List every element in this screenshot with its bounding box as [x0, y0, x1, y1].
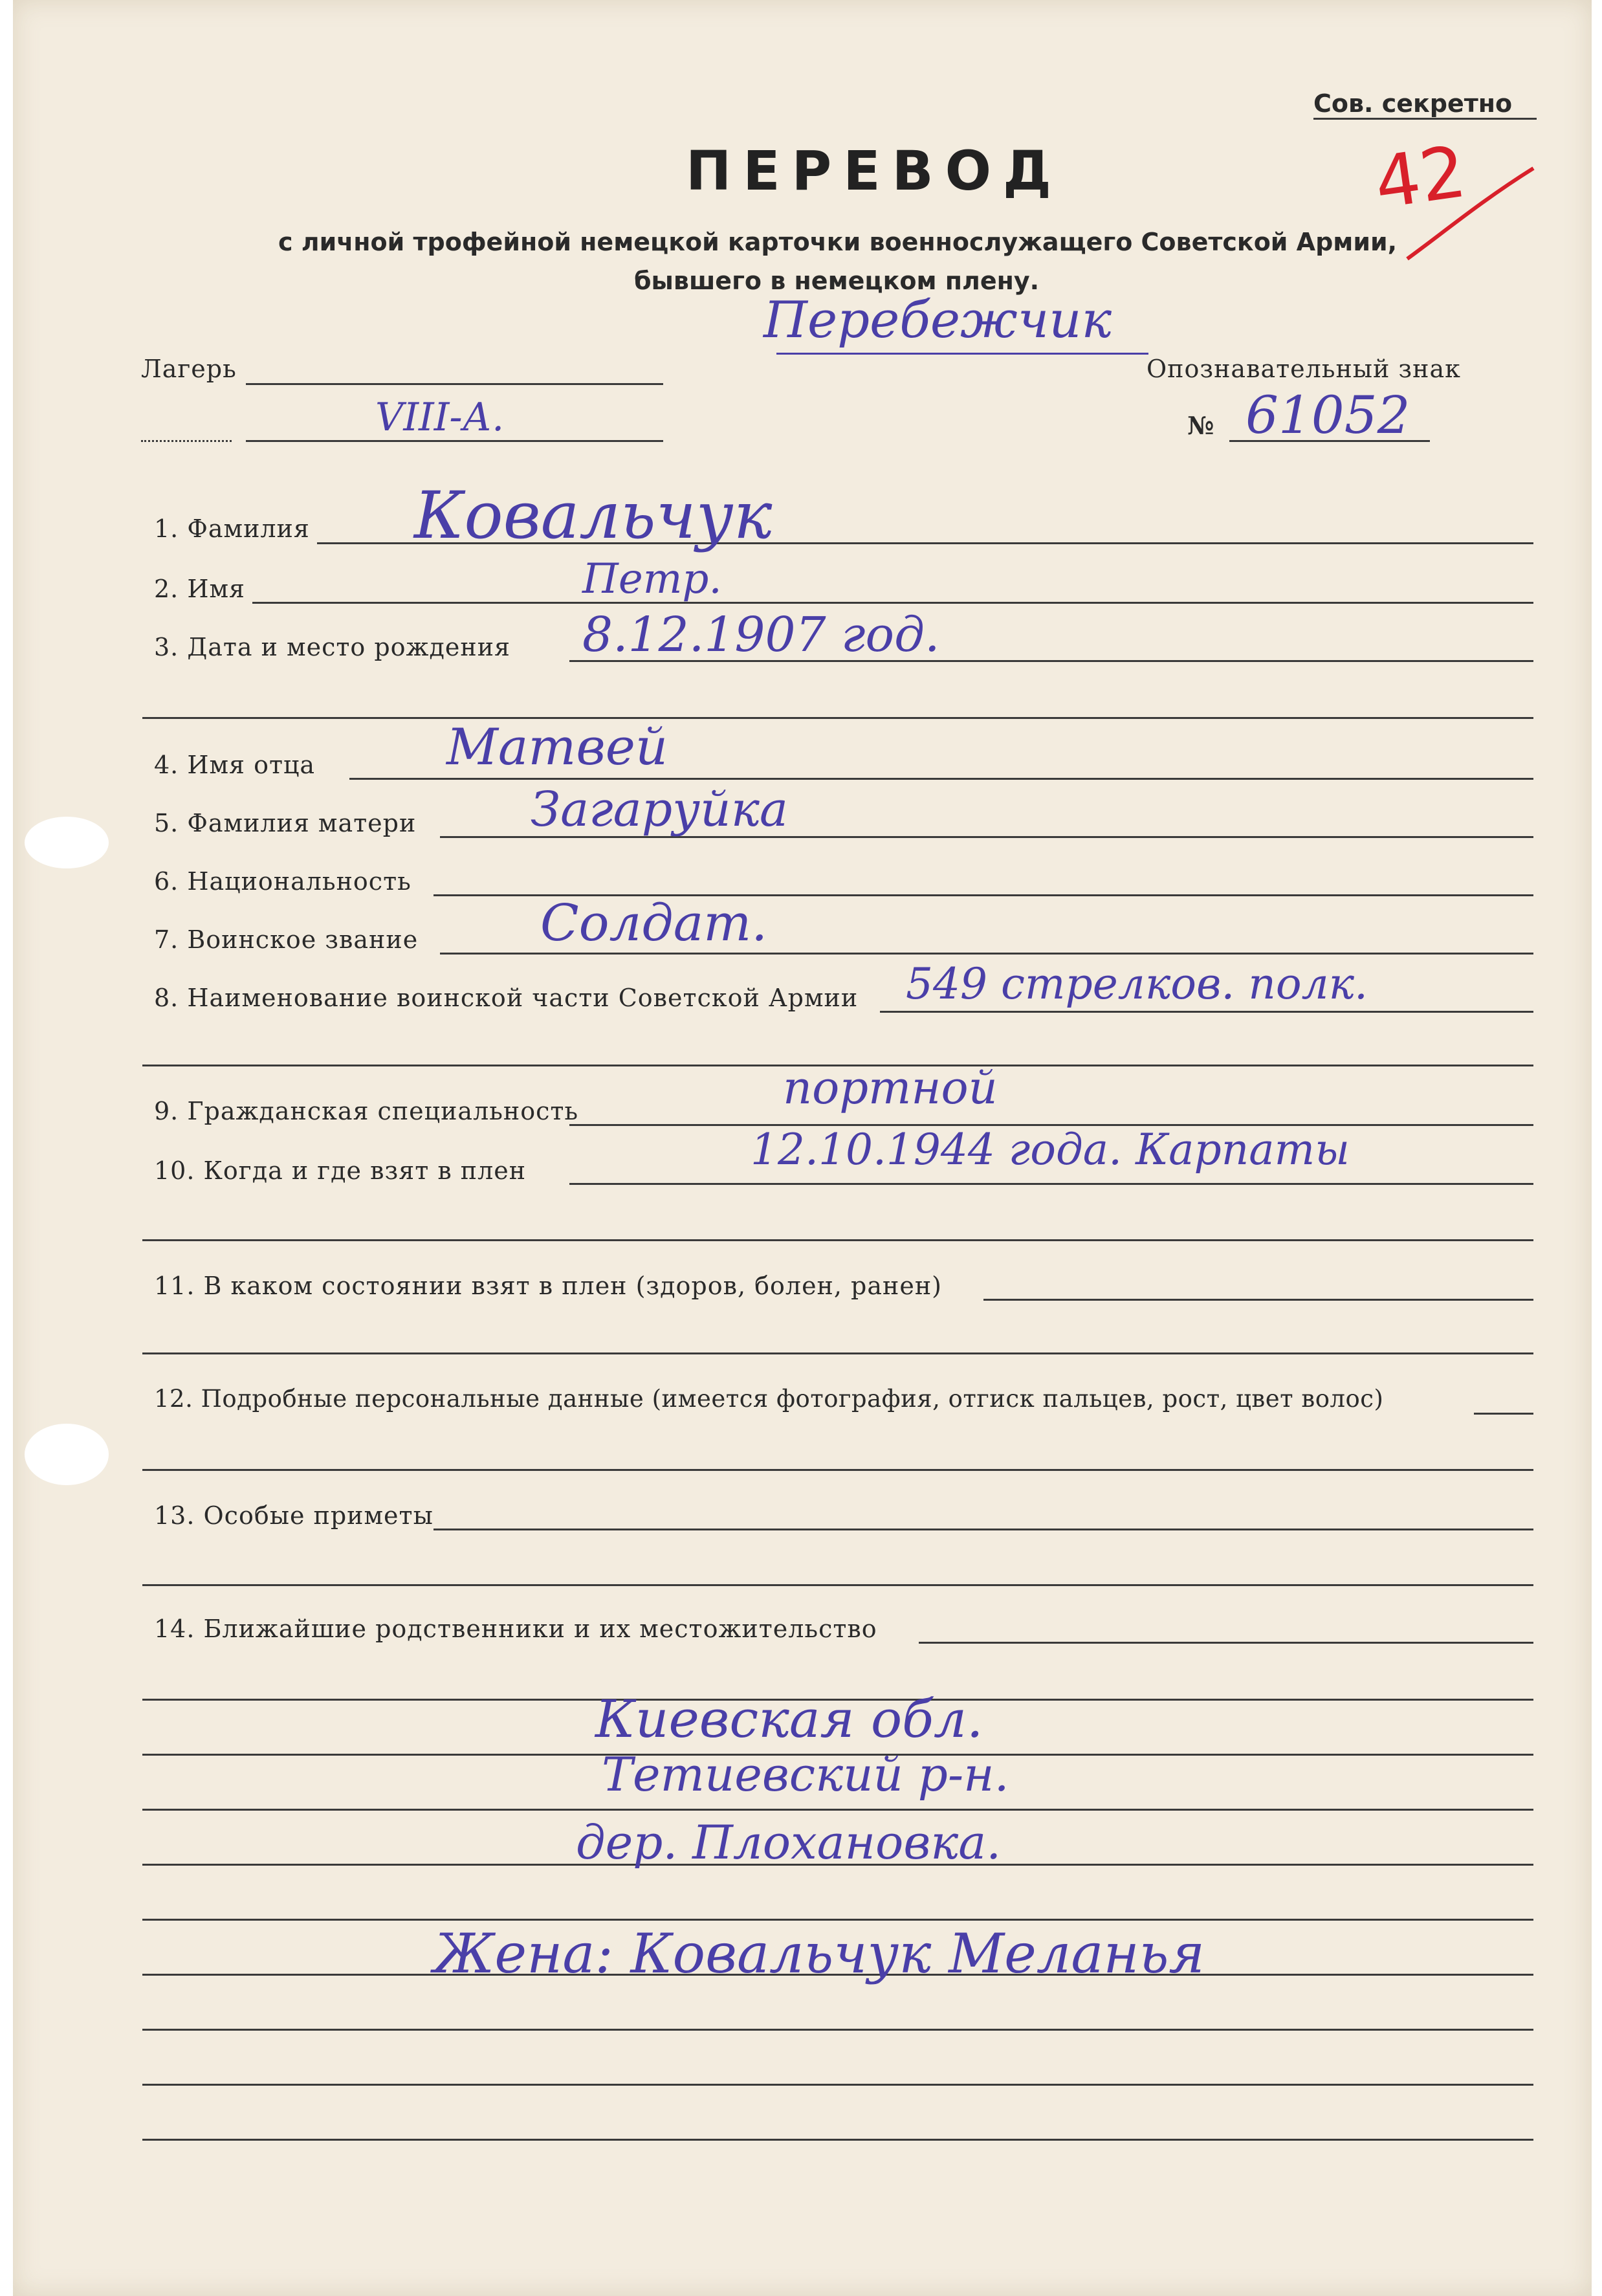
id-number-prefix: №: [1187, 411, 1215, 440]
field-rank-line: [440, 953, 1533, 955]
field-father-label: 4. Имя отца: [154, 751, 316, 779]
classification-underline: [1313, 118, 1537, 120]
red-pencil-stroke: [1404, 162, 1540, 265]
field-personal-data-line: [1474, 1413, 1533, 1415]
relatives-line-7: [142, 2029, 1533, 2031]
field-features-label: 13. Особые приметы: [154, 1501, 433, 1530]
field-captured-value: 12.10.1944 года. Карпаты: [751, 1125, 1350, 1175]
field-surname-value: Ковальчук: [414, 478, 773, 553]
field-unit-value: 549 стрелков. полк.: [906, 959, 1368, 1009]
field-condition-label: 11. В каком состоянии взят в плен (здоров, болен, ранен): [154, 1272, 942, 1300]
field-condition-line: [983, 1299, 1533, 1301]
field-father-line: [349, 778, 1533, 780]
id-tag-label: Опознавательный знак: [1147, 355, 1461, 383]
relatives-line-3: [142, 1809, 1533, 1811]
classification-stamp: Сов. секретно: [1313, 89, 1513, 118]
relatives-village: дер. Плохановка.: [576, 1815, 1002, 1870]
relatives-line-9: [142, 2139, 1533, 2141]
field-mother-value: Загаруйка: [531, 782, 789, 837]
field-birth-value: 8.12.1907 год.: [582, 607, 940, 663]
field-features-line-2: [142, 1584, 1533, 1586]
field-relatives-line: [919, 1642, 1533, 1644]
status-handwritten: Перебежчик: [763, 291, 1112, 349]
id-number-value: 61052: [1245, 385, 1410, 445]
field-birth-line-2: [142, 717, 1533, 719]
relatives-district: Тетиевский р-н.: [602, 1747, 1009, 1802]
subtitle-line-1: с личной трофейной немецкой карточки военнослужащего Советской Армии,: [278, 228, 1398, 256]
field-name-label: 2. Имя: [154, 575, 246, 603]
status-underline: [776, 353, 1148, 355]
field-father-value: Матвей: [446, 718, 668, 777]
relatives-line-8: [142, 2084, 1533, 2086]
field-rank-label: 7. Воинское звание: [154, 925, 419, 954]
field-personal-data-line-2: [142, 1469, 1533, 1471]
field-condition-line-2: [142, 1352, 1533, 1354]
field-rank-value: Солдат.: [540, 894, 767, 953]
field-captured-line-2: [142, 1239, 1533, 1241]
field-profession-label: 9. Гражданская специальность: [154, 1097, 579, 1125]
field-relatives-label: 14. Ближайшие родственники и их местожительство: [154, 1615, 877, 1643]
field-profession-value: портной: [783, 1061, 998, 1114]
camp-label: Лагерь: [141, 355, 237, 383]
relatives-line-5: [142, 1919, 1533, 1921]
camp-value: VIII-А.: [375, 395, 505, 440]
field-mother-label: 5. Фамилия матери: [154, 809, 417, 837]
page-number: 42: [1369, 129, 1471, 225]
field-surname-label: 1. Фамилия: [154, 514, 310, 543]
field-captured-line: [569, 1183, 1533, 1185]
document-title: ПЕРЕВОД: [686, 139, 1063, 203]
relatives-wife: Жена: Ковальчук Меланья: [433, 1922, 1205, 1985]
relatives-region: Киевская обл.: [595, 1689, 983, 1749]
subtitle-line-2: бывшего в немецком плену.: [634, 267, 1040, 295]
field-personal-data-label: 12. Подробные персональные данные (имеется фотография, отгиск пальцев, рост, цвет волос): [154, 1385, 1384, 1413]
field-name-line: [252, 602, 1533, 604]
field-birth-label: 3. Дата и место рождения: [154, 633, 511, 661]
camp-dots: [141, 440, 232, 442]
field-unit-line: [880, 1011, 1533, 1013]
punch-hole-upper: [25, 817, 109, 868]
field-name-value: Петр.: [582, 555, 722, 603]
field-unit-label: 8. Наименование воинской части Советской Армии: [154, 984, 859, 1012]
field-captured-label: 10. Когда и где взят в плен: [154, 1156, 527, 1185]
punch-hole-lower: [25, 1424, 109, 1485]
camp-line-2: [246, 440, 663, 442]
document-sheet: [13, 0, 1592, 2296]
field-features-line: [433, 1529, 1533, 1530]
camp-line: [246, 383, 663, 385]
field-nationality-label: 6. Национальность: [154, 867, 411, 896]
